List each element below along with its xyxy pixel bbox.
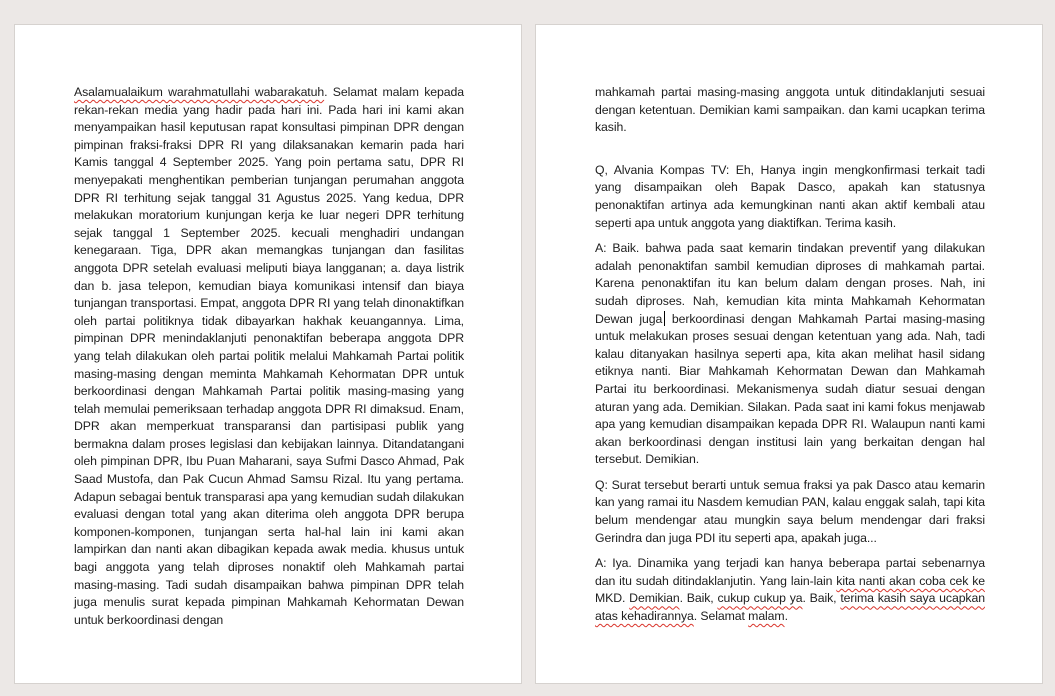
paragraph-text: . Selamat malam kepada rekan-rekan media yang hadir pada hari ini. Pada hari ini kami akan menyampaikan hasil keputusan rapat konsultasi pimpinan DPR dengan pimpinan fraksi-fraksi DPR RI yang dilaksanakan kemarin pada hari Kamis tanggal 4 September 2025. Yang poin pertama satu, DPR RI menyepakati menghentikan pemberian tunjangan perumahan anggota DPR RI terhitung sejak tanggal 31 Agustus 2025. Yang kedua, DPR melakukan moratorium kunjungan kerja ke luar negeri DPR terhitung sejak tanggal 1 September 2025. kecuali menghadiri undangan kenegaraan. Tiga, DPR akan memangkas tunjangan dan fasilitas anggota DPR setelah evaluasi meliputi biaya langganan; a. daya listrik dan b. jasa telepon, kemudian biaya komunikasi intensif dan biaya tunjangan transportasi. Empat, anggota DPR RI yang telah dinonaktifkan oleh partai politiknya tidak dibayarkan hakhak keuangannya. Lima, pimpinan DPR menindaklanjuti penonaktifan beberapa anggota DPR yang telah dilakukan oleh partai politik melalui Mahkamah Partai politik masing-masing dengan meminta Mahkamah Kehormatan DPR untuk berkoordinasi dengan Mahkamah Partai politik masing-masing yang telah memulai pemeriksaan terhadap anggota DPR RI dimaksud. Enam, DPR akan memperkuat transparansi dan partisipasi publik yang bermakna dalam proses legislasi dan kebijakan lainnya. Ditandatangani oleh pimpinan DPR, Ibu Puan Maharani, saya Sufmi Dasco Ahmad, Pak Saad Mustofa, dan Pak Cucun Ahmad Samsu Rizal. Itu yang pertama. Adapun sebagai bentuk transparasi apa yang kemudian sudah dilakukan evaluasi dengan total yang akan diterima oleh anggota DPR berupa komponen-komponen, tunjangan serta hal-hal lain ini kami akan lampirkan dan nanti akan dibagikan kepada awak media. khusus untuk bagi anggota yang telah diproses nonaktif oleh Mahkamah partai masing-masing. Tadi sudah disampaikan bahwa pimpinan DPR telah juga menulis surat kepada pimpinan Mahkamah Kehormatan Dewan untuk berkoordinasi dengan	[74, 85, 464, 627]
answer-text: .	[784, 609, 788, 624]
answer-text: . Baik,	[679, 591, 718, 606]
spelling-error-text[interactable]: kita nanti akan coba cek ke	[836, 573, 985, 588]
answer-text-continued: berkoordinasi dengan Mahkamah Partai masing-masing untuk melakukan proses sesuai dengan ketentuan yang ada. Nah, tadi kalau ditanyakan hasilnya seperti apa, kita akan melihat hasil sidang etiknya nanti. Biar Mahkamah Kehormatan Dewan dan Mahkamah Partai itu berkoordinasi. Mekanismenya sudah diatur sesuai dengan aturan yang ada. Demikian. Silakan. Pada saat ini kami fokus menjawab apa yang kemudian disampaikan kepada DPR RI. Walaupun nanti kami akan berkoordinasi dengan institusi lain yang berkaitan dengan hal tersebut. Demikian.	[595, 311, 985, 467]
page-text-left[interactable]	[74, 84, 464, 629]
answer-text: . Baik,	[802, 591, 841, 606]
spelling-error-text[interactable]: Demikian	[629, 591, 680, 606]
paragraph[interactable]	[74, 84, 464, 629]
spelling-error-text[interactable]: malam	[748, 609, 785, 624]
answer-paragraph	[595, 555, 985, 625]
answer-text: A: Iya. Dinamika yang terjadi kan hanya beberapa partai sebenarnya dan itu sudah ditindaklanjutin. Yang lain-lain	[595, 556, 985, 588]
question-paragraph: Q, Alvania Kompas TV: Eh, Hanya ingin mengkonfirmasi terkait tadi yang disampaikan oleh Bapak Dasco, apakah kan statusnya penonaktifan artinya ada kemungkinan nanti akan aktif kembali atau seperti apa untuk anggota yang diaktifkan. Terima kasih.	[595, 162, 985, 230]
page-text-right[interactable]	[595, 84, 985, 626]
question-paragraph: Q: Surat tersebut berarti untuk semua fraksi ya pak Dasco atau kemarin kan yang ramai itu Nasdem kemudian PAN, kalau enggak salah, tapi kita belum mendengar atau mungkin saya belum mendengar dari fraksi Gerindra dan juga PDI itu seperti apa, apakah juga...	[595, 477, 985, 545]
answer-paragraph	[595, 240, 985, 469]
answer-text: A: Baik. bahwa pada saat kemarin tindakan preventif yang dilakukan adalah penonaktifan sambil kemudian diproses di mahkamah partai. Karena penonaktifan itu kan belum dalam dengan proses. Nah, ini sudah diproses. Nah, kemudian kita minta Mahkamah Kehormatan Dewan juga	[595, 241, 985, 326]
spelling-error-text[interactable]: terima kasih saya ucapkan atas kehadirannya	[595, 591, 985, 624]
paragraph: mahkamah partai masing-masing anggota untuk ditindaklanjuti sesuai dengan ketentuan. Demikian kami sampaikan. dan kami ucapkan terima kasih.	[595, 85, 985, 135]
spelling-error-text[interactable]: cukup cukup ya	[717, 591, 803, 606]
answer-text: . Selamat	[693, 609, 749, 624]
document-page-left[interactable]	[14, 24, 522, 684]
document-page-right[interactable]	[535, 24, 1043, 684]
spelling-error-text[interactable]: Asalamualaikum warahmatullahi wabarakatuh	[74, 85, 325, 99]
answer-text: MKD.	[595, 591, 630, 606]
